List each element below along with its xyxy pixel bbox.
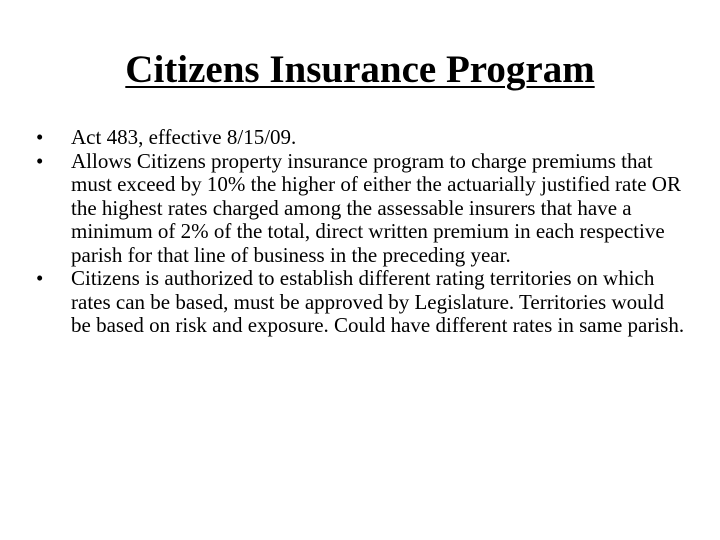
bullet-text: Citizens is authorized to establish different rating territories on which rates can be based, must be approved by Legislature. Territories would be based on risk and exposure. Could have different rates in same parish. (71, 266, 685, 337)
bullet-list (36, 126, 686, 338)
slide-title-text: Citizens Insurance Program (125, 48, 595, 91)
bullet-icon: • (36, 266, 44, 290)
bullet-item (36, 267, 686, 338)
bullet-item (36, 126, 686, 150)
bullet-text: Allows Citizens property insurance program to charge premiums that must exceed by 10% the higher of either the actuarially justified rate OR the highest rates charged among the assessable insurers that have a minimum of 2% of the total, direct written premium in each respective parish for that line of business in the preceding year. (71, 148, 681, 267)
bullet-text: Act 483, effective 8/15/09. (71, 125, 297, 149)
bullet-icon: • (36, 125, 44, 149)
slide-title (0, 46, 720, 94)
bullet-icon: • (36, 148, 44, 173)
bullet-item (36, 150, 686, 268)
